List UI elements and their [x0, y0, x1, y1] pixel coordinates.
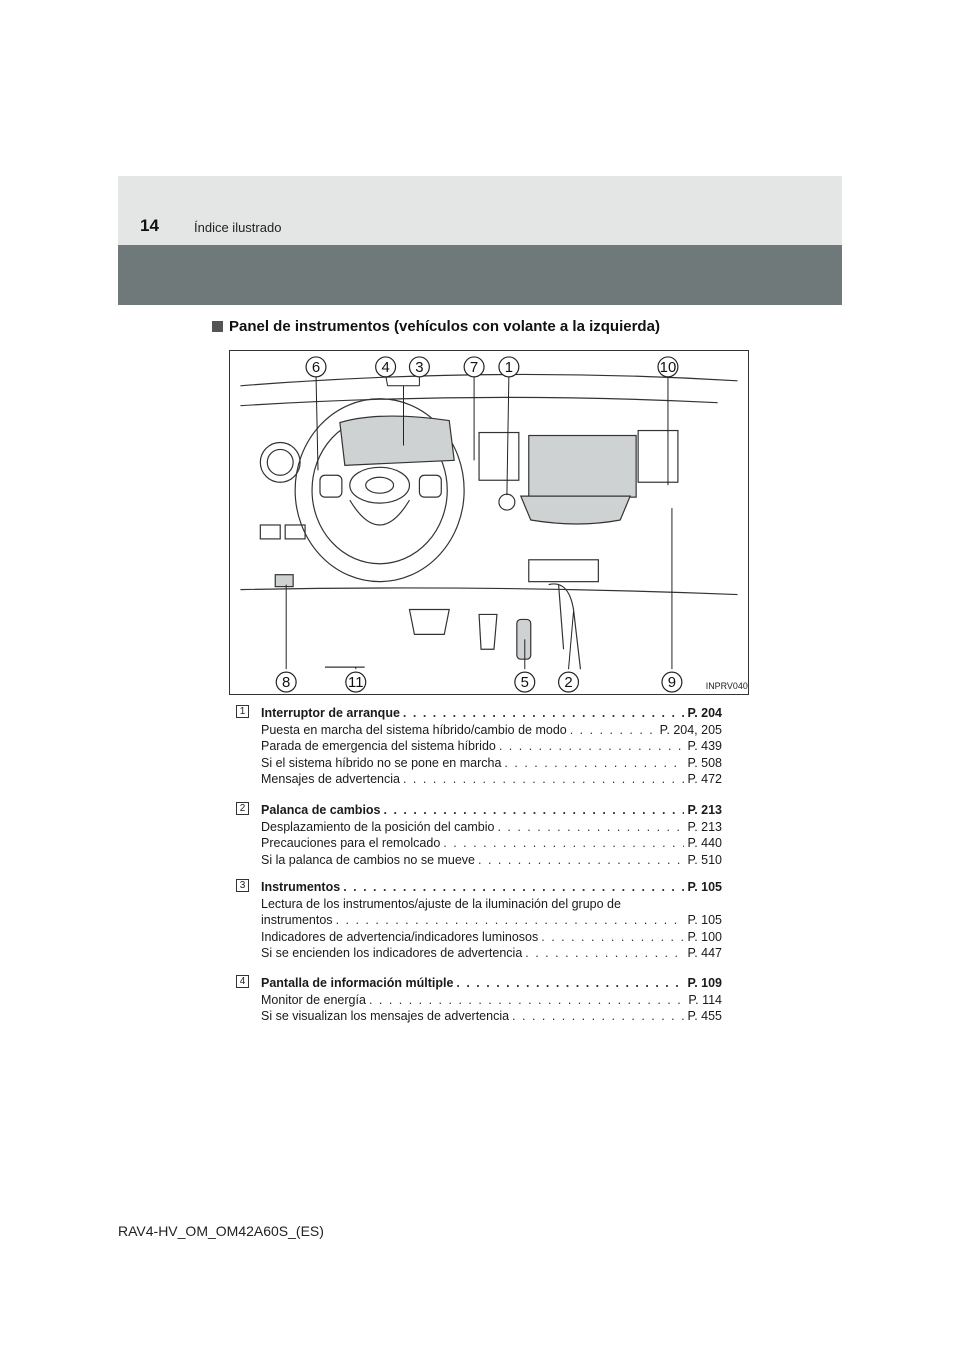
section-heading-text: Panel de instrumentos (vehículos con volante a la izquierda)	[229, 318, 660, 335]
callout-6	[306, 357, 326, 377]
entry-item: Si se visualizan los mensajes de advertencia . . . P. 455	[261, 1008, 722, 1025]
entry-item: instrumentos . . . P. 105	[261, 912, 722, 929]
entry-item: Parada de emergencia del sistema híbrido . . . P. 439	[261, 738, 722, 755]
svg-text:1: 1	[504, 359, 514, 376]
callout-2	[559, 672, 579, 692]
entry-item: Si la palanca de cambios no se mueve . . . P. 510	[261, 852, 722, 869]
dashboard-illustration	[229, 350, 749, 695]
svg-text:5: 5	[520, 675, 529, 692]
svg-text:10: 10	[659, 359, 677, 376]
section-heading	[212, 318, 660, 335]
svg-text:7: 7	[469, 359, 479, 376]
entry-number-badge: 1	[236, 705, 249, 718]
entry-item: Indicadores de advertencia/indicadores luminosos . . . P. 100	[261, 929, 722, 946]
entry-item: Lectura de los instrumentos/ajuste de la iluminación del grupo de	[261, 896, 621, 911]
callout-11	[346, 672, 366, 692]
entry-1	[236, 705, 722, 788]
document-code-footer: RAV4-HV_OM_OM42A60S_(ES)	[118, 1223, 324, 1239]
entry-item: Desplazamiento de la posición del cambio . . . P. 213	[261, 819, 722, 836]
entry-number-badge: 2	[236, 802, 249, 815]
svg-text:3: 3	[415, 359, 424, 376]
svg-text:9: 9	[667, 675, 677, 692]
entry-4	[236, 975, 722, 1025]
entry-2	[236, 802, 722, 868]
entry-number-badge: 3	[236, 879, 249, 892]
page-section-title: Índice ilustrado	[194, 220, 282, 235]
entry-title-row: Palanca de cambios . . . P. 213	[261, 802, 722, 819]
callout-10	[658, 357, 678, 377]
entry-3	[236, 879, 722, 962]
svg-text:6: 6	[311, 359, 321, 376]
figure-code: INPRV040	[705, 681, 748, 692]
svg-text:4: 4	[381, 359, 390, 376]
page-number: 14	[140, 216, 159, 235]
callout-7	[464, 357, 484, 377]
dashboard-drawing	[230, 351, 748, 694]
entry-item: Puesta en marcha del sistema híbrido/cambio de modo . . . P. 204, 205	[261, 722, 722, 739]
svg-text:8: 8	[282, 675, 291, 692]
callout-5	[515, 672, 535, 692]
callout-8	[276, 672, 296, 692]
entry-title-row: Interruptor de arranque . . . P. 204	[261, 705, 722, 722]
callout-4	[376, 357, 396, 377]
callout-3	[409, 357, 429, 377]
entry-number-badge: 4	[236, 975, 249, 988]
entry-title-row: Pantalla de información múltiple . . . P. 109	[261, 975, 722, 992]
entry-item: Si se encienden los indicadores de advertencia . . . P. 447	[261, 945, 722, 962]
entry-item: Si el sistema híbrido no se pone en marcha . . . P. 508	[261, 755, 722, 772]
svg-text:11: 11	[348, 675, 364, 692]
svg-text:2: 2	[564, 675, 573, 692]
entry-item: Mensajes de advertencia . . . P. 472	[261, 771, 722, 788]
entry-item: Precauciones para el remolcado . . . P. 440	[261, 835, 722, 852]
callout-1	[499, 357, 519, 377]
callout-9	[662, 672, 682, 692]
square-bullet-icon	[212, 321, 223, 332]
header-dark-band	[118, 245, 842, 305]
entry-item: Monitor de energía . . . P. 114	[261, 992, 722, 1009]
entry-title-row: Instrumentos . . . P. 105	[261, 879, 722, 896]
